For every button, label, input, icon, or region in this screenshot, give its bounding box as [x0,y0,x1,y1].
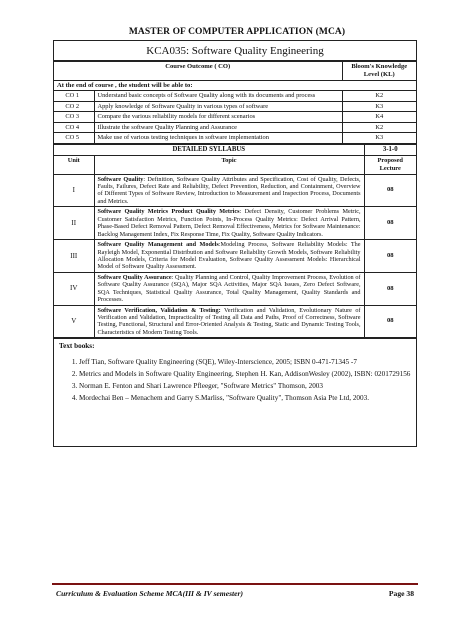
unit-topic [94,174,364,207]
textbook-item: 3. Norman E. Fenton and Shari Lawrence Pfleeger, "Software Metrics" Thomson, 2003 [79,382,411,391]
unit-lectures: 08 [364,240,416,273]
topic-column-header: Topic [94,156,364,174]
lecture-column-header: Proposed Lecture [364,156,416,174]
outcome-row [54,133,416,144]
outcome-header-row [54,62,416,81]
unit-heading: Software Quality [97,175,144,183]
textbooks-section [54,338,416,446]
outcome-level: K3 [342,101,416,112]
course-title: KCA035: Software Quality Engineering [54,41,416,61]
outcome-text: Make use of various testing techniques in software implementation [94,133,342,144]
outcome-row [54,101,416,112]
syllabus-title: DETAILED SYLLABUS [54,145,364,156]
syllabus-row [54,207,416,240]
textbook-item: 1. Jeff Tian, Software Quality Engineering (SQE), Wiley-Interscience, 2005; ISBN 0-471-71345 -7 [79,358,411,367]
course-frame [53,40,417,447]
textbooks-title: Text books: [59,342,95,351]
syllabus-row [54,240,416,273]
outcome-row [54,91,416,102]
outcome-id: CO 4 [54,122,94,133]
unit-lectures: 08 [364,305,416,338]
unit-heading: Software Quality Assurance [97,273,172,281]
unit-body: : Quality Planning and Control, Quality Improvement Process, Evolution of Software Quality Assurance (SQA), Major SQA Activities, Major SQA Issues, Zero Defect Software, SQA Techniques, Statistical Quality Assurance, Total Quality Management, Quality Standards and Processes. [97,273,361,304]
outcome-intro-row [54,80,416,91]
unit-body: : Definition, Software Quality Attributes and Specification, Cost of Quality, Defects, Faults, Failures, Defect Rate and Reliability, Defect Prevention, Reduction, and Containment, Overview of Different Types of Software Review, Introduction to Measurement and Inspection Process, Documents and Metrics. [97,175,361,205]
unit-heading: Software Verification, Validation & Testing: [97,306,221,314]
outcome-level: K4 [342,112,416,123]
textbook-item: 4. Mordechai Ben – Menachem and Garry S.Marliss, "Software Quality", Thomson Asia Pte Ltd, 2003. [79,394,411,403]
outcome-level: K3 [342,133,416,144]
unit-topic [94,272,364,305]
unit-lectures: 08 [364,207,416,240]
unit-body: Verification and Validation, Evolutionary Nature of Verification and Validation, Impracticality of Testing all Data and Paths, Proof of Correctness, Software Testing, Functional, Structural and Error-Oriented Analysis & Testing, Static and Dynamic Testing Tools, Characteristics of Modern Testing Tools. [97,306,361,336]
outcome-column-header: Course Outcome ( CO) [54,62,342,81]
syllabus-row [54,272,416,305]
syllabus-table [54,144,416,338]
outcome-id: CO 5 [54,133,94,144]
unit-heading: Software Quality Metrics Product Quality Metrics [97,208,240,216]
blooms-column-header: Bloom's Knowledge Level (KL) [342,62,416,81]
page-footer [52,583,418,598]
outcome-id: CO 1 [54,91,94,102]
course-outcome-table [54,61,416,144]
unit-heading: Software Quality Management and Models [97,241,219,249]
syllabus-ltp: 3-1-0 [364,145,416,156]
outcome-level: K2 [342,122,416,133]
blank-area [59,406,411,440]
unit-column-header: Unit [54,156,94,174]
unit-topic [94,305,364,338]
unit-body: :Modeling Process, Software Reliability Models: The Rayleigh Model, Exponential Distribution and Software Reliability Growth Models, Software Reliability Allocation Models, Criteria for Model Evaluation, Software Quality Assessment Models: Hierarchical Model of Software Quality Assessment. [97,241,361,271]
syllabus-header-row [54,145,416,156]
outcome-text: Understand basic concepts of Software Quality along with its documents and process [94,91,342,102]
unit-number: II [54,207,94,240]
outcome-text: Illustrate the software Quality Planning and Assurance [94,122,342,133]
unit-number: I [54,174,94,207]
syllabus-columns-row [54,156,416,174]
outcome-text: Compare the various reliability models for different scenarios [94,112,342,123]
outcome-row [54,112,416,123]
unit-topic [94,207,364,240]
outcome-id: CO 3 [54,112,94,123]
outcome-id: CO 2 [54,101,94,112]
unit-body: : Defect Density, Customer Problems Metric, Customer Satisfaction Metrics, Function Points, In-Process Quality Metrics: Defect Arrival Pattern, Phase-Based Defect Removal Pattern, Defect Removal Effectiveness, Metrics for Software Maintenance: Backlog Management Index, Fix Response Time, Fix Quality, Software Quality Indicators. [97,208,361,238]
footer-scheme-label: Curriculum & Evaluation Scheme MCA(III & IV semester) [56,589,243,598]
outcome-intro: At the end of course , the student will be able to: [54,80,416,91]
textbook-item: 2. Metrics and Models in Software Quality Engineering, Stephen H. Kan, AddisonWesley (2002), ISBN: 0201729156 [79,370,411,379]
outcome-row [54,122,416,133]
unit-lectures: 08 [364,272,416,305]
unit-lectures: 08 [364,174,416,207]
outcome-text: Apply knowledge of Software Quality in various types of software [94,101,342,112]
syllabus-row [54,305,416,338]
page-title: MASTER OF COMPUTER APPLICATION (MCA) [128,27,346,37]
footer-page-number: Page 38 [388,589,414,598]
unit-number: V [54,305,94,338]
outcome-level: K2 [342,91,416,102]
unit-number: III [54,240,94,273]
unit-topic [94,240,364,273]
syllabus-row [54,174,416,207]
unit-number: IV [54,272,94,305]
textbook-list [59,358,411,403]
